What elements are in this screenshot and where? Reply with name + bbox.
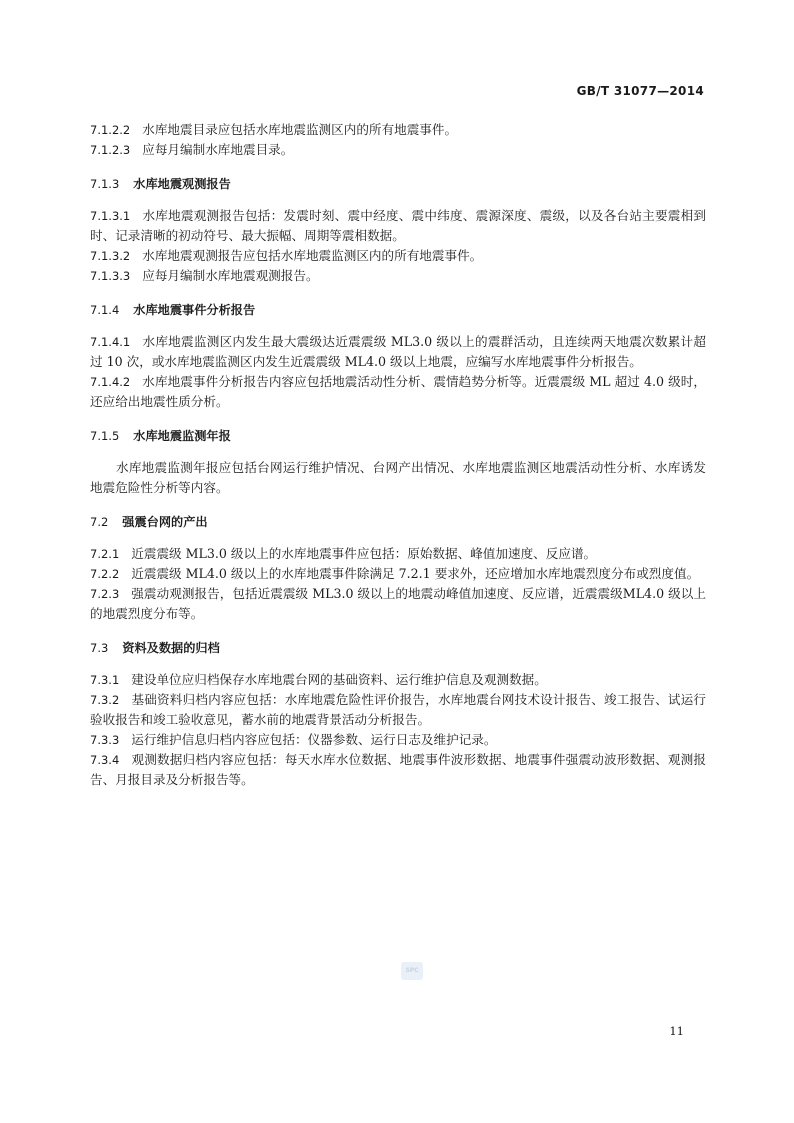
clause-number: 7.3.4 xyxy=(90,753,120,767)
clause-paragraph xyxy=(90,564,706,584)
clause-text: 应每月编制水库地震观测报告。 xyxy=(142,268,319,283)
clause-text: 水库地震监测年报应包括台网运行维护情况、台网产出情况、水库地震监测区地震活动性分析、水库诱发地震危险性分析等内容。 xyxy=(90,460,706,495)
clause-text: 近震震级 ML4.0 级以上的水库地震事件除满足 7.2.1 要求外，还应增加水库地震烈度分布或烈度值。 xyxy=(131,566,700,581)
clause-number: 7.3.1 xyxy=(90,673,120,687)
clause-paragraph xyxy=(90,246,706,266)
clause-text: 运行维护信息归档内容应包括：仪器参数、运行日志及维护记录。 xyxy=(131,732,497,747)
clause-paragraph xyxy=(90,332,706,372)
clause-number: 7.1.3.3 xyxy=(90,269,131,283)
clause-paragraph xyxy=(90,140,706,160)
clause-text: 资料及数据的归档 xyxy=(122,641,220,655)
clause-text: 观测数据归档内容应包括：每天水库水位数据、地震事件波形数据、地震事件强震动波形数据、观测报告、月报目录及分析报告等。 xyxy=(90,752,706,787)
clause-paragraph xyxy=(90,750,706,790)
page-number: 11 xyxy=(669,1024,684,1038)
clause-text: 水库地震观测报告包括：发震时刻、震中经度、震中纬度、震源深度、震级，以及各台站主要震相到时、记录清晰的初动符号、最大振幅、周期等震相数据。 xyxy=(90,208,706,243)
section-heading xyxy=(90,426,706,446)
clause-text: 水库地震监测年报 xyxy=(133,429,231,443)
clause-paragraph xyxy=(90,372,706,412)
clause-paragraph xyxy=(90,584,706,624)
clause-number: 7.1.2.2 xyxy=(90,123,131,137)
clause-number: 7.1.4.1 xyxy=(90,335,131,349)
clause-number: 7.1.5 xyxy=(90,429,120,443)
clause-number: 7.1.3.1 xyxy=(90,209,131,223)
clause-number: 7.1.2.3 xyxy=(90,143,131,157)
section-heading xyxy=(90,638,706,658)
section-heading xyxy=(90,512,706,532)
clause-number: 7.1.3.2 xyxy=(90,249,131,263)
clause-paragraph xyxy=(90,670,706,690)
clause-text: 水库地震事件分析报告内容应包括地震活动性分析、震情趋势分析等。近震震级 ML 超过 4.0 级时，还应给出地震性质分析。 xyxy=(90,374,706,409)
clause-text: 应每月编制水库地震目录。 xyxy=(142,142,294,157)
clause-text: 水库地震目录应包括水库地震监测区内的所有地震事件。 xyxy=(142,122,458,137)
clause-number: 7.2.2 xyxy=(90,567,120,581)
clause-number: 7.3 xyxy=(90,641,109,655)
clause-text: 建设单位应归档保存水库地震台网的基础资料、运行维护信息及观测数据。 xyxy=(131,672,547,687)
publisher-watermark xyxy=(401,962,423,980)
clause-number: 7.1.4.2 xyxy=(90,375,131,389)
clause-paragraph xyxy=(90,730,706,750)
clause-text: 水库地震观测报告 xyxy=(133,177,231,191)
clause-paragraph xyxy=(90,544,706,564)
clause-number: 7.2.3 xyxy=(90,587,120,601)
clause-paragraph xyxy=(90,120,706,140)
clause-text: 水库地震观测报告应包括水库地震监测区内的所有地震事件。 xyxy=(142,248,483,263)
clause-text: 基础资料归档内容应包括：水库地震危险性评价报告，水库地震台网技术设计报告、竣工报告、试运行验收报告和竣工验收意见，蓄水前的地震背景活动分析报告。 xyxy=(90,692,706,727)
clause-number: 7.3.2 xyxy=(90,693,120,707)
clause-number: 7.2 xyxy=(90,515,109,529)
standard-code: GB/T 31077—2014 xyxy=(576,84,704,98)
clause-number: 7.1.4 xyxy=(90,303,120,317)
clause-text: 强震台网的产出 xyxy=(122,515,208,529)
clause-paragraph xyxy=(90,266,706,286)
section-heading xyxy=(90,174,706,194)
clause-paragraph xyxy=(90,690,706,730)
clause-text: 水库地震监测区内发生最大震级达近震震级 ML3.0 级以上的震群活动，且连续两天地震次数累计超过 10 次，或水库地震监测区内发生近震震级 ML4.0 级以上地震，应编写水库地震事件分析报告。 xyxy=(90,334,706,369)
clause-text: 水库地震事件分析报告 xyxy=(133,303,256,317)
watermark-text: SPC xyxy=(405,967,419,974)
clause-paragraph xyxy=(90,458,706,498)
clause-number: 7.1.3 xyxy=(90,177,120,191)
clause-text: 近震震级 ML3.0 级以上的水库地震事件应包括：原始数据、峰值加速度、反应谱。 xyxy=(131,546,597,561)
clause-number: 7.3.3 xyxy=(90,733,120,747)
clause-paragraph xyxy=(90,206,706,246)
clause-number: 7.2.1 xyxy=(90,547,120,561)
section-heading xyxy=(90,300,706,320)
clause-text: 强震动观测报告，包括近震震级 ML3.0 级以上的地震动峰值加速度、反应谱，近震震级ML4.0 级以上的地震烈度分布等。 xyxy=(90,586,706,621)
document-body xyxy=(90,120,706,790)
